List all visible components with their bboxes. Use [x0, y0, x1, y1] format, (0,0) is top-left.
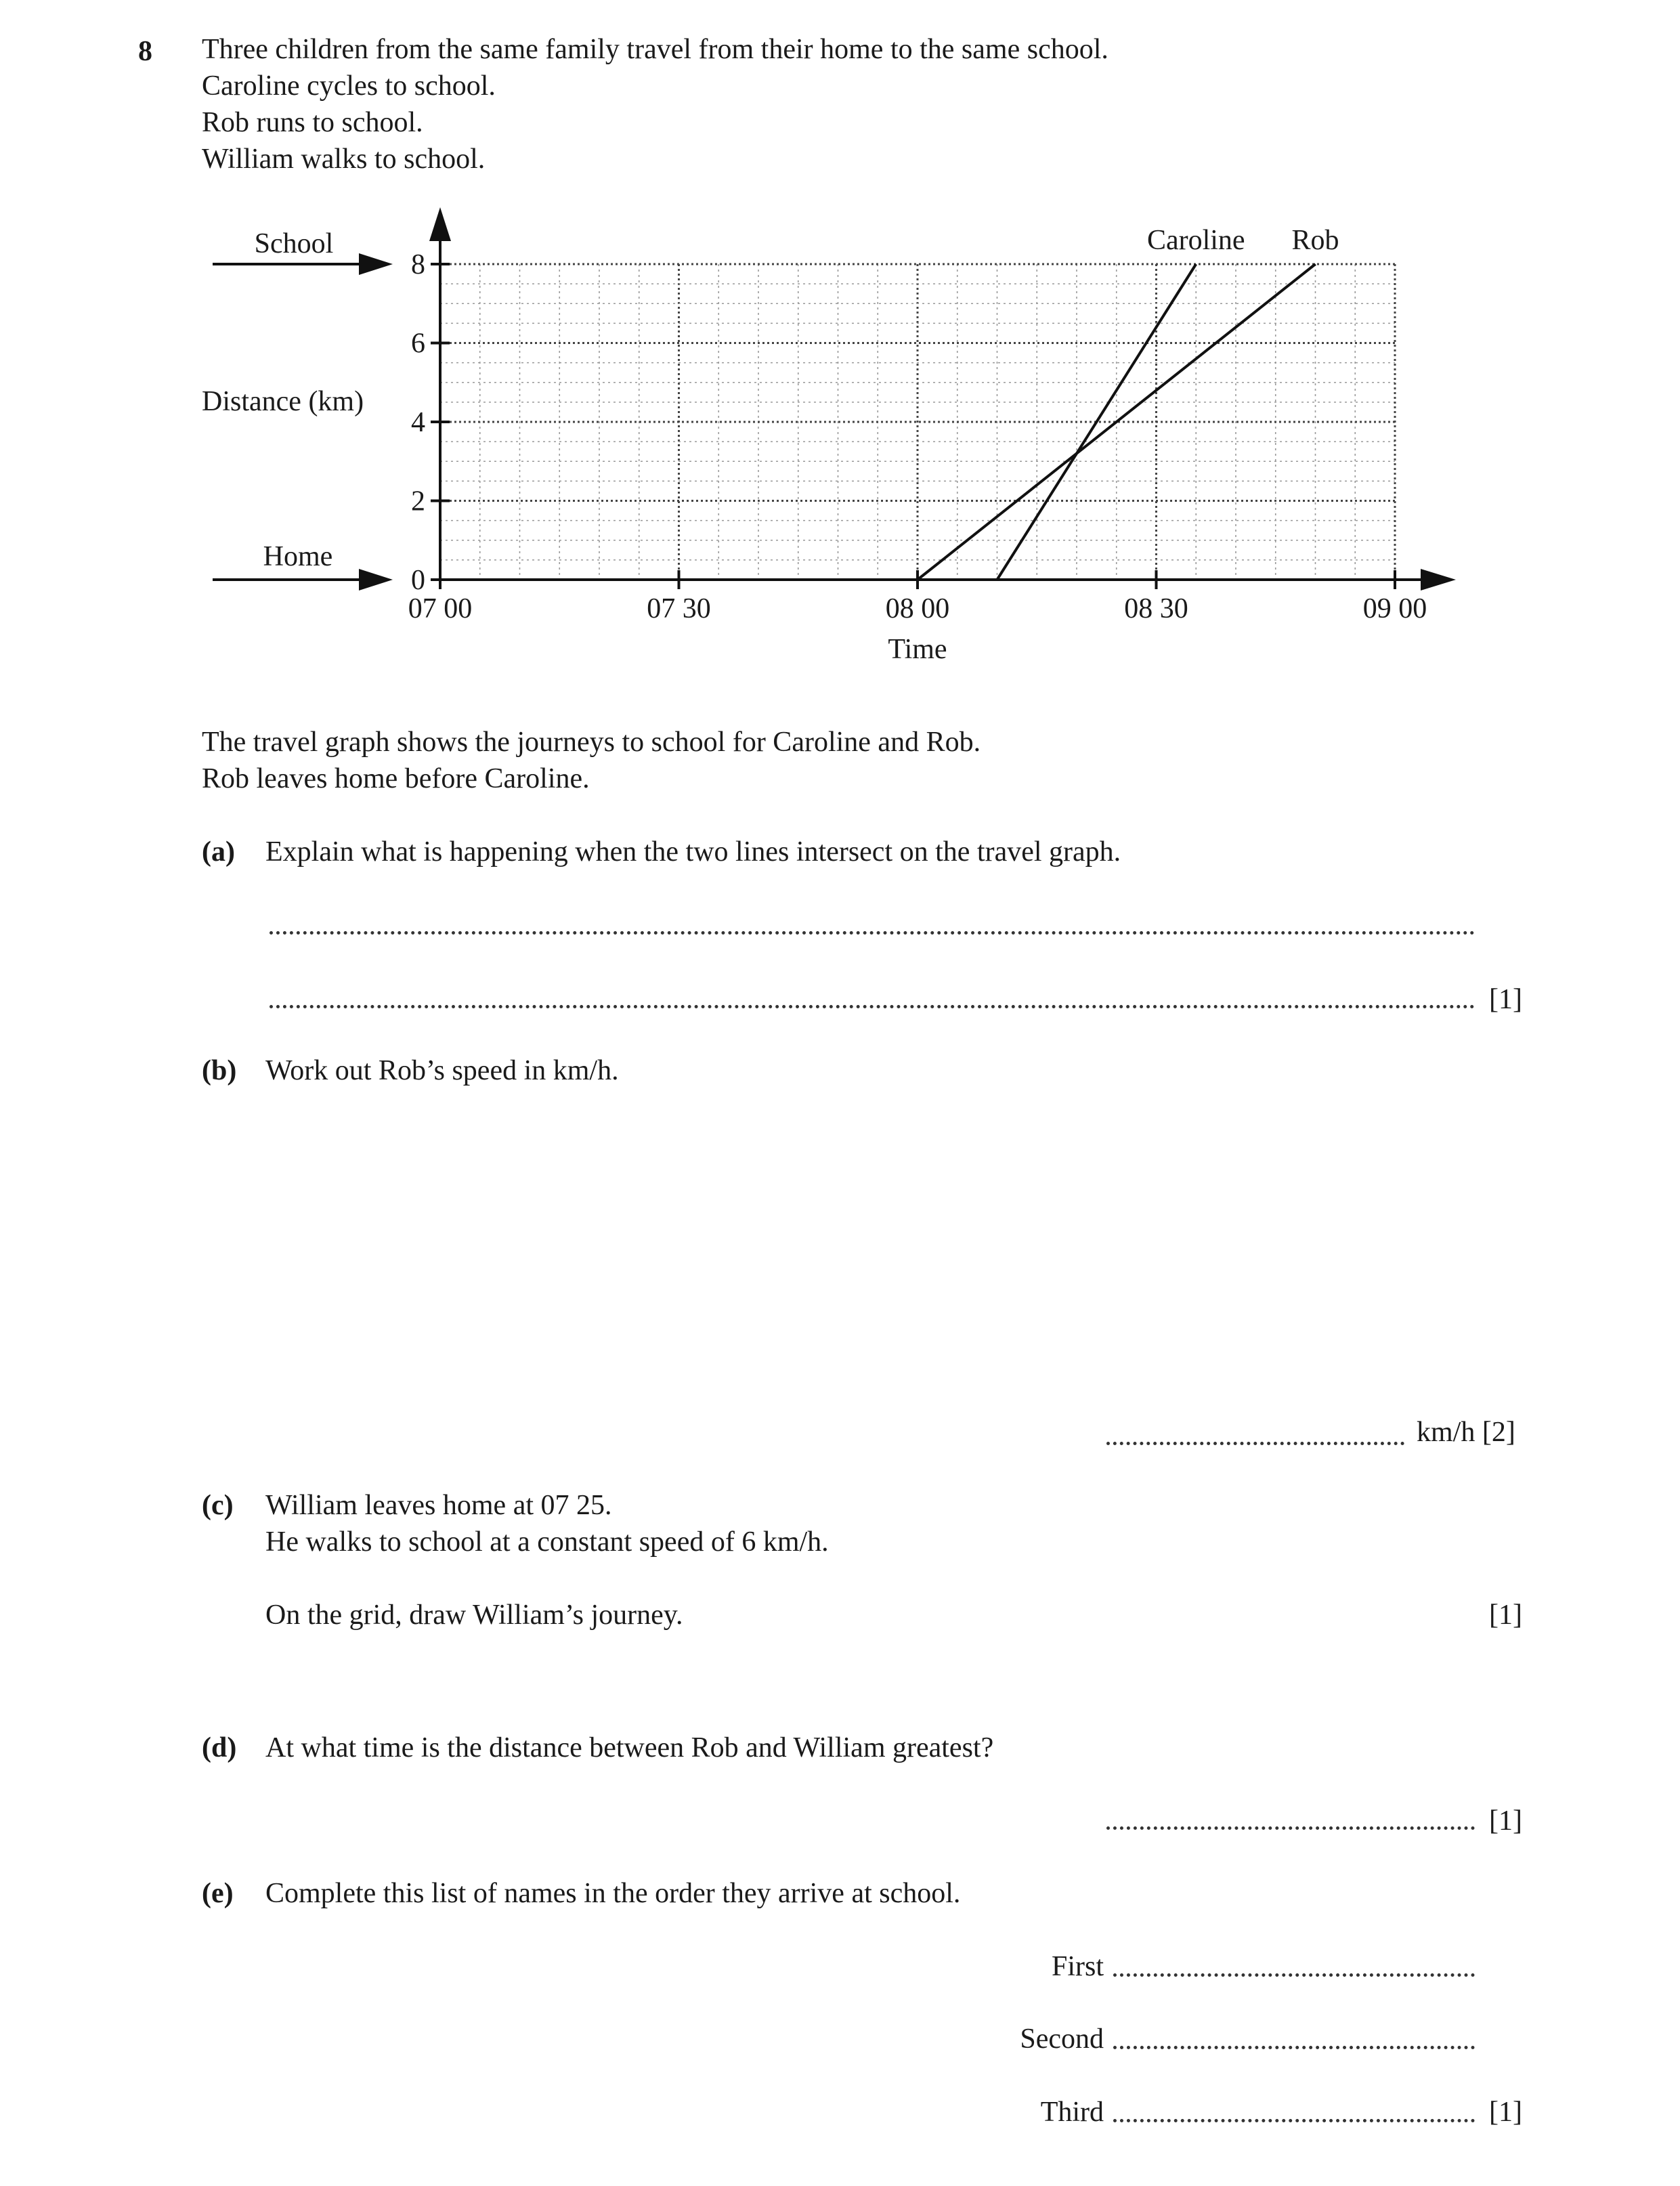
y-tick-label: 0 [411, 565, 425, 596]
part-e-second-answer-line[interactable] [1113, 2046, 1475, 2049]
description-line-1: The travel graph shows the journeys to school for Caroline and Rob. [202, 727, 981, 758]
series-label-rob: Rob [1291, 225, 1339, 256]
part-c-marks: [1] [1489, 1600, 1522, 1631]
part-a-question: Explain what is happening when the two lines intersect on the travel graph. [265, 836, 1121, 867]
part-d-label: (d) [202, 1732, 237, 1763]
part-b-label: (b) [202, 1055, 237, 1086]
part-d-answer-line[interactable] [1106, 1826, 1475, 1830]
x-tick-label: 08 00 [885, 593, 950, 624]
part-e-third-label: Third [1040, 2097, 1104, 2128]
part-c-line-3: On the grid, draw William’s journey. [265, 1600, 683, 1631]
part-e-first-label: First [1051, 1951, 1104, 1982]
part-d-marks: [1] [1489, 1805, 1522, 1837]
part-b-answer-line[interactable] [1106, 1442, 1404, 1445]
intro-line-3: Rob runs to school. [202, 107, 423, 138]
part-e-second-label: Second [1020, 2023, 1104, 2055]
x-tick-label: 08 30 [1124, 593, 1188, 624]
description-line-2: Rob leaves home before Caroline. [202, 763, 590, 794]
x-axis-title: Time [888, 634, 947, 665]
school-label: School [254, 228, 334, 259]
part-a-label: (a) [202, 836, 235, 867]
intro-line-2: Caroline cycles to school. [202, 70, 496, 102]
x-axis-arrow-icon [1421, 569, 1456, 591]
part-a-answer-line-1[interactable] [270, 931, 1475, 935]
part-d-question: At what time is the distance between Rob and William greatest? [265, 1732, 994, 1763]
x-tick-label: 07 00 [408, 593, 473, 624]
y-tick-label: 2 [411, 486, 425, 517]
part-c-line-1: William leaves home at 07 25. [265, 1490, 612, 1521]
part-c-line-2: He walks to school at a constant speed of 6 km/h. [265, 1526, 829, 1558]
graph-grid [440, 264, 1395, 580]
home-label: Home [263, 541, 333, 572]
part-c-label: (c) [202, 1490, 234, 1521]
x-tick-label: 07 30 [647, 593, 711, 624]
question-number: 8 [138, 36, 152, 67]
x-tick-label: 09 00 [1362, 593, 1427, 624]
y-tick-label: 4 [411, 407, 425, 438]
graph-labels [202, 228, 947, 665]
series-label-caroline: Caroline [1146, 225, 1245, 256]
travel-graph [0, 0, 1680, 718]
part-e-question: Complete this list of names in the order they arrive at school. [265, 1878, 961, 1909]
part-e-marks: [1] [1489, 2097, 1522, 2128]
intro-line-1: Three children from the same family travel from their home to the same school. [202, 34, 1108, 65]
y-axis-title: Distance (km) [202, 386, 364, 417]
school-arrow-icon [359, 253, 393, 275]
part-e-first-answer-line[interactable] [1113, 1973, 1475, 1977]
part-b-question: Work out Rob’s speed in km/h. [265, 1055, 619, 1086]
home-arrow-icon [359, 569, 393, 591]
part-b-unit-marks: km/h [2] [1417, 1417, 1515, 1448]
intro-line-4: William walks to school. [202, 144, 486, 175]
part-a-marks: [1] [1489, 984, 1522, 1015]
part-e-third-answer-line[interactable] [1113, 2119, 1475, 2122]
y-tick-label: 6 [411, 328, 425, 360]
part-e-label: (e) [202, 1878, 234, 1909]
y-axis-arrow-icon [429, 207, 451, 241]
y-tick-label: 8 [411, 249, 425, 280]
part-a-answer-line-2[interactable] [270, 1005, 1475, 1008]
